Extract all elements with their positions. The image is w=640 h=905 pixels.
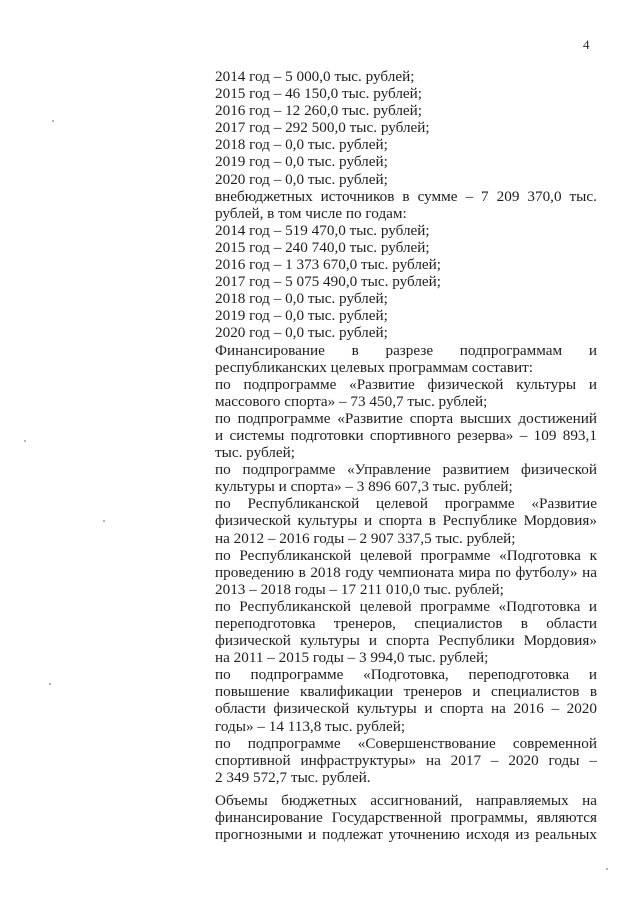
text-line: культуры и спорта» – 3 896 607,3 тыс. рублей; [215, 478, 513, 496]
text-line: 2020 год – 0,0 тыс. рублей; [215, 324, 388, 342]
text-line: спортивной инфраструктуры» на 2017 – 2020 годы – [215, 751, 597, 769]
page-number: 4 [583, 37, 590, 52]
text-line: тыс. рублей; [215, 444, 295, 462]
scan-speck [52, 120, 54, 122]
text-line: физической культуры и спорта Республики Мордовия» [215, 632, 597, 650]
text-line: рублей, в том числе по годам: [215, 204, 407, 222]
body-text [215, 68, 597, 843]
text-line: и системы подготовки спортивного резерва» – 109 893,1 [215, 426, 597, 444]
text-line: республиканских целевых программам составит: [215, 358, 533, 376]
text-line: 2019 год – 0,0 тыс. рублей; [215, 307, 388, 325]
text-line: по Республиканской целевой программе «Подготовка и [215, 597, 597, 615]
text-line: по Республиканской целевой программе «Подготовка к [215, 546, 597, 564]
text-line: 2013 – 2018 годы – 17 211 010,0 тыс. рублей; [215, 580, 504, 598]
text-line: 2018 год – 0,0 тыс. рублей; [215, 290, 388, 308]
text-line: проведению в 2018 году чемпионата мира по футболу» на [215, 563, 597, 581]
text-line: Объемы бюджетных ассигнований, направляемых на [215, 791, 597, 809]
text-line: 2018 год – 0,0 тыс. рублей; [215, 136, 388, 154]
text-line: 2014 год – 5 000,0 тыс. рублей; [215, 68, 415, 85]
text-line: повышение квалификации тренеров и специалистов в [215, 683, 597, 701]
text-line: по подпрограмме «Развитие физической культуры и [215, 375, 597, 393]
text-line: 2016 год – 12 260,0 тыс. рублей; [215, 102, 423, 120]
text-line: 2014 год – 519 470,0 тыс. рублей; [215, 221, 430, 239]
text-line: 2016 год – 1 373 670,0 тыс. рублей; [215, 256, 442, 274]
text-line: финансирование Государственной программы, являются [215, 809, 597, 827]
text-line: 2015 год – 240 740,0 тыс. рублей; [215, 238, 430, 256]
text-line: 2019 год – 0,0 тыс. рублей; [215, 153, 388, 171]
text-line: на 2012 – 2016 годы – 2 907 337,5 тыс. рублей; [215, 529, 516, 547]
text-line: годы» – 14 113,8 тыс. рублей; [215, 717, 406, 735]
scan-speck [24, 440, 26, 442]
text-line: 2 349 572,7 тыс. рублей. [215, 768, 371, 786]
text-line: по подпрограмме «Управление развитием физической [215, 461, 597, 479]
text-line: массового спорта» – 73 450,7 тыс. рублей; [215, 392, 488, 410]
text-line: 2020 год – 0,0 тыс. рублей; [215, 170, 388, 188]
text-line: по Республиканской целевой программе «Развитие [215, 495, 597, 513]
scan-speck [606, 868, 608, 870]
text-line: 2017 год – 292 500,0 тыс. рублей; [215, 119, 430, 137]
text-line: прогнозными и подлежат уточнению исходя из реальных [215, 826, 597, 844]
text-line: переподготовка тренеров, специалистов в области [215, 615, 597, 632]
text-line: 2017 год – 5 075 490,0 тыс. рублей; [215, 273, 442, 291]
text-line: по подпрограмме «Совершенствование современной [215, 734, 597, 752]
text-line: физической культуры и спорта в Республике Мордовия» [215, 512, 597, 530]
text-line: по подпрограмме «Подготовка, переподготовка и [215, 666, 597, 684]
text-line: на 2011 – 2015 годы – 3 994,0 тыс. рублей; [215, 649, 489, 667]
scan-speck [49, 683, 51, 685]
text-line: Финансирование в разрезе подпрограммам и [215, 341, 597, 359]
text-line: внебюджетных источников в сумме – 7 209 370,0 тыс. [215, 187, 597, 205]
scan-speck [103, 520, 105, 522]
text-line: области физической культуры и спорта на 2016 – 2020 [215, 700, 597, 718]
text-line: 2015 год – 46 150,0 тыс. рублей; [215, 85, 423, 103]
text-line: по подпрограмме «Развитие спорта высших достижений [215, 409, 597, 427]
